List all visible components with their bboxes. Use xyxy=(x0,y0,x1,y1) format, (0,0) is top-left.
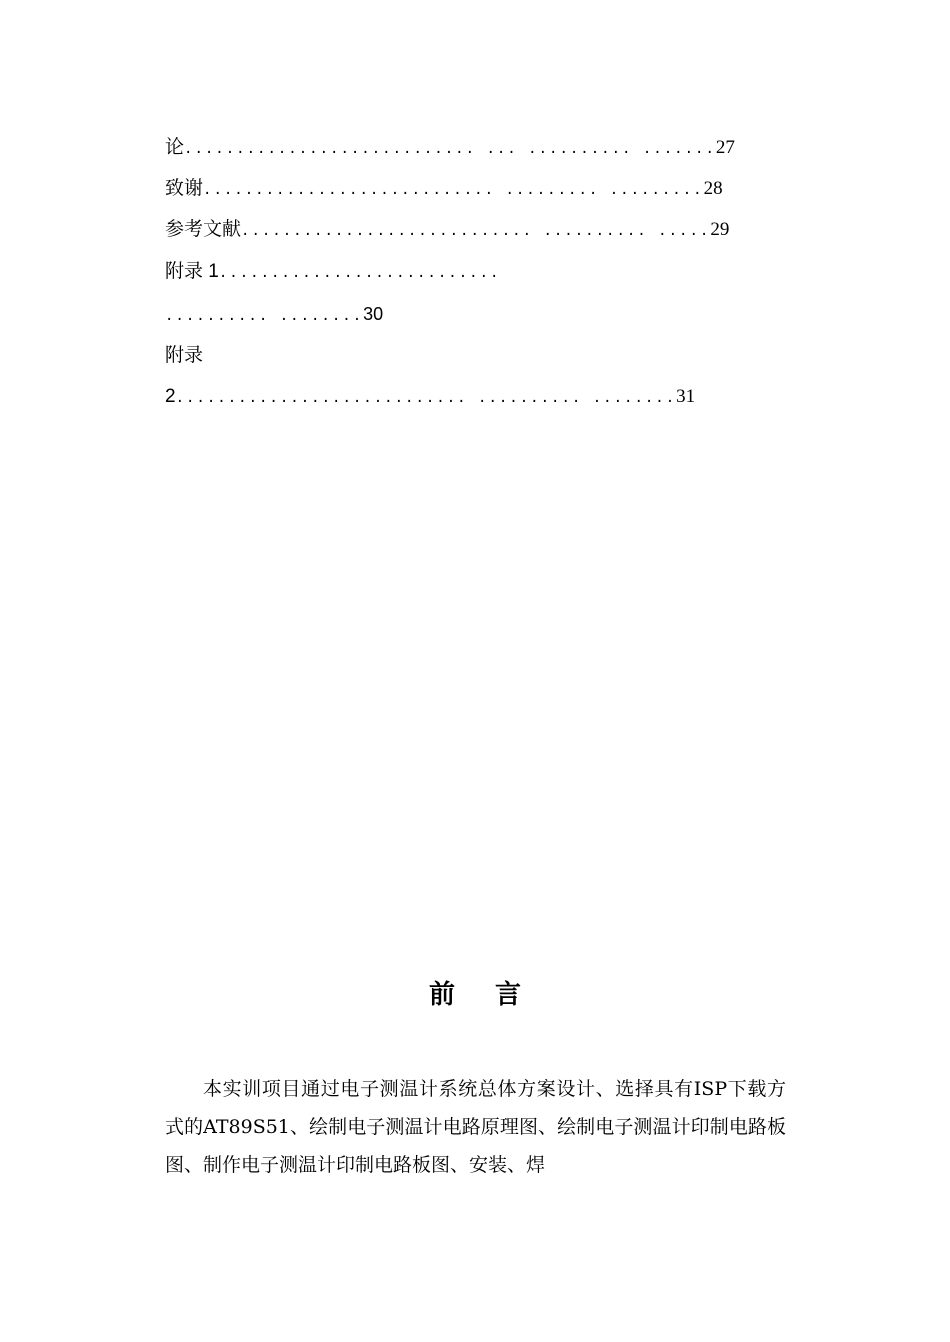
toc-page-number: 28 xyxy=(703,178,723,199)
toc-entry-appendix-1-continued[interactable] xyxy=(165,302,383,328)
preface-paragraph: 本实训项目通过电子测温计系统总体方案设计、选择具有ISP下载方式的AT89S51、绘制电子测温计电路原理图、绘制电子测温计印制电路板图、制作电子测温计印制电路板图、安装、焊 xyxy=(165,1078,786,1176)
toc-entry-conclusion[interactable] xyxy=(165,136,735,161)
toc-page-number: 30 xyxy=(363,304,384,324)
toc-entry-label: 2 xyxy=(165,386,176,407)
toc-entry-label: 参考文献 xyxy=(165,219,242,240)
toc-leader-dots: ............................ ......... ......... xyxy=(203,182,704,198)
toc-entry-appendix-1[interactable] xyxy=(165,259,500,285)
toc-entry-label: 致谢 xyxy=(165,178,204,199)
toc-entry-label: 论 xyxy=(165,137,185,158)
toc-entry-references[interactable] xyxy=(165,218,729,243)
toc-page-number: 29 xyxy=(710,219,730,240)
toc-entry-label: 附录 xyxy=(165,345,204,366)
preface-heading: 前言 xyxy=(428,980,561,1010)
toc-leader-dots: ............................ ... .......... ....... xyxy=(184,141,716,157)
toc-entry-label: 附录 1 xyxy=(165,261,219,282)
toc-entry-appendix-2-continued[interactable] xyxy=(165,385,695,410)
toc-leader-dots: ............................ .......... ........ xyxy=(175,390,677,406)
toc-leader-dots: ............................ .......... ..... xyxy=(241,223,711,239)
toc-page-number: 31 xyxy=(676,386,696,407)
toc-page-number: 27 xyxy=(715,137,735,158)
toc-entry-acknowledgements[interactable] xyxy=(165,177,723,202)
toc-leader-dots: ........................... xyxy=(218,265,501,281)
toc-leader-dots: .......... ........ xyxy=(165,308,364,324)
toc-entry-appendix-2[interactable] xyxy=(165,343,203,369)
